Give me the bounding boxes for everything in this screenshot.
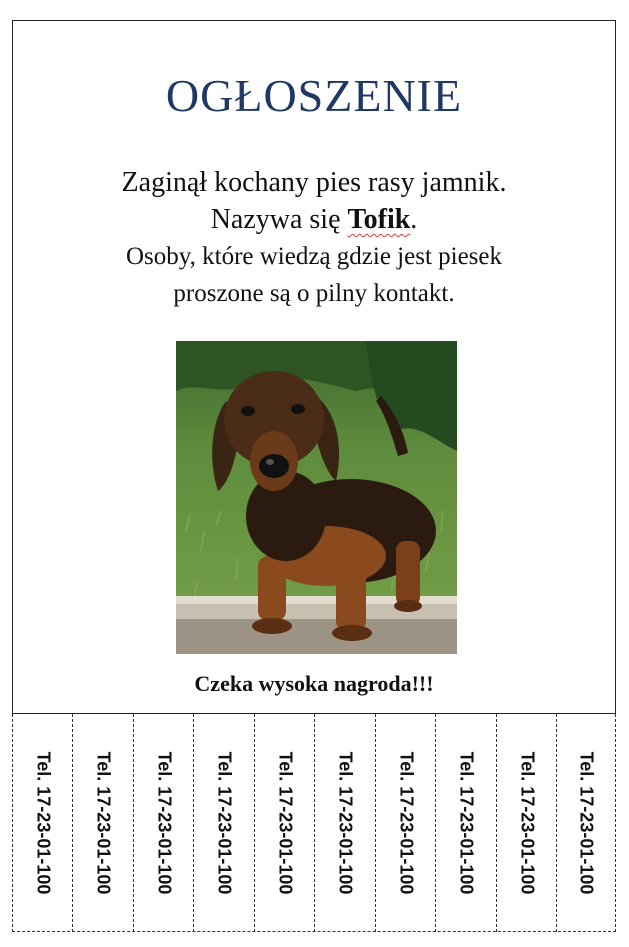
- dog-name: Tofik: [347, 204, 411, 235]
- phone-number: Tel. 17-23-01-100: [93, 751, 114, 895]
- phone-number: Tel. 17-23-01-100: [396, 751, 416, 895]
- phone-number: Tel. 17-23-01-100: [214, 751, 235, 895]
- reward-text: Czeka wysoka nagroda!!!: [194, 671, 434, 696]
- tear-strip[interactable]: [133, 714, 193, 932]
- phone-number: Tel. 17-23-01-100: [275, 751, 295, 895]
- phone-number: Tel. 17-23-01-100: [335, 751, 356, 895]
- tear-strip[interactable]: [496, 714, 556, 932]
- poster-title: OGŁOSZENIE: [165, 70, 463, 121]
- description-line-2: [13, 204, 615, 236]
- dachshund-photo: [176, 341, 457, 654]
- tear-strip[interactable]: [314, 714, 375, 932]
- description-line-3: Osoby, które wiedzą gdzie jest piesek: [125, 243, 503, 270]
- tear-strip[interactable]: [435, 714, 496, 932]
- tear-strip[interactable]: [254, 714, 314, 932]
- description-line-1: Zaginął kochany pies rasy jamnik.: [121, 167, 507, 198]
- tear-strip[interactable]: [375, 714, 435, 932]
- tear-strip[interactable]: [193, 714, 254, 932]
- tear-off-strips: [12, 714, 616, 932]
- phone-number: Tel. 17-23-01-100: [456, 751, 477, 895]
- tear-strip[interactable]: [72, 714, 133, 932]
- phone-number: Tel. 17-23-01-100: [517, 751, 537, 895]
- phone-number: Tel. 17-23-01-100: [154, 751, 174, 895]
- name-prefix: Nazywa się: [210, 204, 348, 235]
- tear-strip[interactable]: [556, 714, 616, 932]
- poster-frame: [12, 20, 616, 714]
- phone-number: Tel. 17-23-01-100: [33, 751, 53, 895]
- description-line-4: proszone są o pilny kontakt.: [173, 280, 455, 307]
- phone-number: Tel. 17-23-01-100: [576, 751, 597, 895]
- tear-strip[interactable]: [12, 714, 72, 932]
- name-suffix: .: [410, 204, 418, 235]
